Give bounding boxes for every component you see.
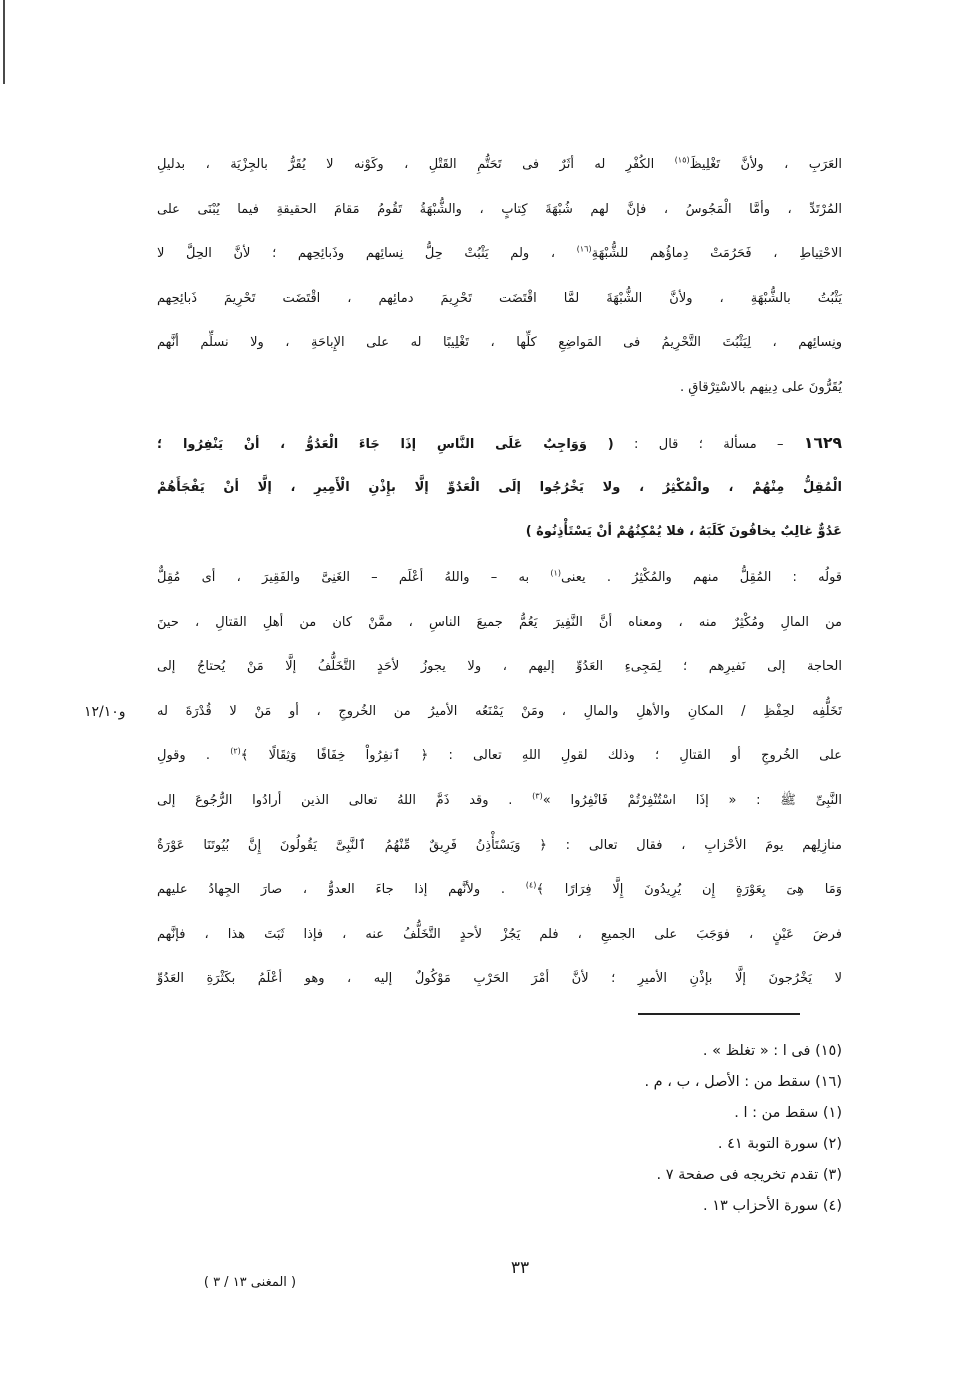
page-number: ٣٣ [510,1258,530,1278]
footnote-text: تقدم تخريجه فى صفحة ٧ . [656,1167,819,1183]
text-line [157,421,842,466]
text-run: النَّبِىِّ ﷺ : « إذَا اسْتُنْفِرْتُمْ فَانْفِرُوا » [542,792,842,808]
text-run: المُرْتَدِّ ، وأمَّا الْمَجُوسُ ، فإنَّ لهم شُبْهَةَ كِتابٍ ، والشُّبْهَةُ تَقُومُ مَقامَ الحقيقةِ فيما يُبْنَى على [157,201,842,217]
body-paragraph [157,556,842,1002]
footnote-marker: (٢) [230,747,241,757]
footnote-marker: (١٥) [674,155,690,165]
footnote [157,1098,842,1129]
text-run: الحاجة إلى نَفيرِهم ؛ لِمَجِىءِ العَدُوِّ إليهم ، ولا يجوزُ لأحَدٍ التَّخَلُّفُ إلَّا مَنْ يُحتاجُ إلى [157,659,842,675]
text-line [157,277,842,322]
text-run: . وقد ذَمَّ اللهُ تعالى الذين أرادُوا الرُّجُوعَ إلى [157,792,533,808]
text-line [157,824,842,869]
footnote-marker: (١) [822,1105,842,1121]
footnote-marker: (٣) [532,791,543,801]
text-run: العَرَبِ ، ولأنَّ تَغْلِيظَ [689,157,842,172]
text-run: الاحْتِياطِ ، فَحَرُمَتْ دِماؤُهم للشُّبْهَةِ [591,246,842,262]
text-line [157,645,842,690]
text-line [157,957,842,1002]
text-line [157,690,842,735]
text-line [157,556,842,601]
text-line [157,232,842,277]
text-line [157,188,842,233]
text-run: لا يَخْرُجونَ إلَّا بإذْنِ الأميرِ ؛ لأنَّ أمْرَ الحَرْبِ مَوْكُولٌ إليه ، وهو أعْلَمُ بكَثْرَةِ العَدُوِّ [157,971,842,987]
text-run: من المالِ ومُكْثِرٌ منه ، ومعناه أنَّ النَّفِيرَ يَعُمُّ جميعَ الناسِ ، ممَّنْ كان من أهلِ القتالِ ، حينَ [157,614,842,630]
text-run: ، ولم يَثْبُتْ حِلُّ نِسائِهم وذَبائِحِهم ؛ لأنَّ الحِلَّ لا [157,246,577,262]
text-run: منازِلِهم يومَ الأحْزابِ ، فقال تعالى : ﴿ وَيَسْتَأْذِنُ فَرِيقٌ مِّنْهُمُ ٱلنَّبِىَّ يَقُولُونَ إِنَّ بُيُوتَنَا عَوْرَةٌ [157,837,842,853]
footnote-marker: (٣) [822,1167,842,1183]
text-line [157,779,842,824]
footnote-text: سورة التوبة ٤١ . [717,1136,819,1152]
text-run: . وقولِ [157,748,231,764]
text-run: وَمَا هِىَ بِعَوْرَةٍ إِن يُرِيدُونَ إِلَّا فِرَارًا ﴾ [536,882,842,898]
footnote-text: سقط من : الأصل ، ب ، م . [644,1074,811,1090]
text-line [157,321,842,366]
footnote-marker: (١٦) [815,1074,842,1090]
text-line [157,466,842,511]
footnote-marker: (١) [550,568,561,578]
footnotes [157,1036,842,1222]
text-line [157,868,842,913]
footnote-marker: (٤) [822,1198,842,1214]
footnote [157,1036,842,1067]
text-run: فرضَ عَيْنٍ ، فوَجَبَ على الجميعِ ، فلم يَجُزْ لأحدٍ التَّخَلُّفُ عنه ، فإذا ثَبَتَ هذا ، فإنَّهم [157,926,842,942]
text-line [157,510,842,555]
issue-heading [157,421,842,555]
footnote [157,1191,842,1222]
text-run: يَثْبُتُ بالشُّبْهَةِ ، ولأنَّ الشُّبْهَةَ لمَّا اقْتَضَت تَحْرِيمَ دمائِهم ، اقْتَضَت تَحْرِيمَ ذَبائِحِهم [157,290,842,306]
text-run: على الخُروجِ أو القتالِ ؛ وذلك لقولِ اللهِ تعالى : ﴿ ٱنفِرُواْ خِفَافًا وَثِقَالًا ﴾ [240,748,842,764]
text-run: يُقَرُّونَ على دِينِهم بالاسْتِرْقاقِ . [680,379,842,395]
text-run: الكُفْرِ له أثَرٌ فى تَحَتُّمِ القَتْلِ ، وكَوْنه لا يُقَرُّ بالجِزْيَة ، بدليلِ [157,157,675,172]
text-run: . ولأنَّهم إذا جاءَ العدوُّ ، صارَ الجِهادُ عليهم [157,882,526,898]
text-line [157,913,842,958]
text-line [157,601,842,646]
matn-text: عَدُوٌّ غالِبٌ يخافُونَ كَلَبَهُ ، فلا يُمْكِنُهُمْ أنْ يَسْتَأْذِنُوهُ ) [525,524,842,540]
footnote-marker: (٤) [525,880,537,890]
text-line [157,366,842,411]
text-run: – مسألة ؛ قال : [613,437,804,452]
margin-folio-note: ١٢/١٠و [84,704,126,720]
text-line [157,734,842,779]
footnote [157,1129,842,1160]
footnote-text: فى ا : « تغلظ » . [702,1043,811,1059]
text-line [157,143,842,188]
issue-number: ١٦٢٩ [803,434,842,452]
text-run: ونِسائِهم ، لِيَثْبُتَ التَّحْرِيمُ فى المَواضِعِ كلِّها ، تَغْلِيبًا له على الإِباحَةِ ، ولا نسلِّم أنَّهم [157,335,842,351]
footnote-marker: (١٦) [576,244,592,254]
footnote-text: سورة الأحزاب ١٣ . [703,1198,819,1214]
scan-edge-line [3,0,5,84]
matn-text: الْمُقِلُّ مِنْهُمْ ، والْمُكْثِرُ ، ولا يَخْرُجُوا إلَى الْعَدُوِّ إلَّا بإِذْنِ الْأَمِيرِ ، إلَّا أنْ يَفْجَأَهُمْ [157,479,842,495]
footnote-text: سقط من : ا . [734,1105,819,1121]
signature-mark: ( المغنى ١٣ / ٣ ) [203,1275,297,1290]
footnote [157,1160,842,1191]
text-run: به – واللهُ أعْلَم – الغَنِىَّ والفَقِيرَ ، أى مُقِلٌّ [157,570,551,585]
footnote [157,1067,842,1098]
top-paragraph [157,143,842,411]
footnote-rule [638,1013,800,1015]
matn-text: ( وَوَاجِبٌ عَلَى النَّاسِ إذَا جَاءَ الْعَدُوُّ ، أنْ يَنْفِرُوا ؛ [157,437,614,452]
text-run: تَخَلُّفِه لحِفْظِ / المكانِ والأهلِ والمالِ ، ومَنْ يَمْنَعُه الأميرُ من الخُروجِ ، أو مَنْ لا قُدْرَةَ له [157,703,842,719]
text-run: قولُه : المُقِلُّ منهم والمُكْثِرُ . يعنى [560,570,842,585]
footnote-marker: (٢) [822,1136,842,1152]
footnote-marker: (١٥) [815,1043,842,1059]
